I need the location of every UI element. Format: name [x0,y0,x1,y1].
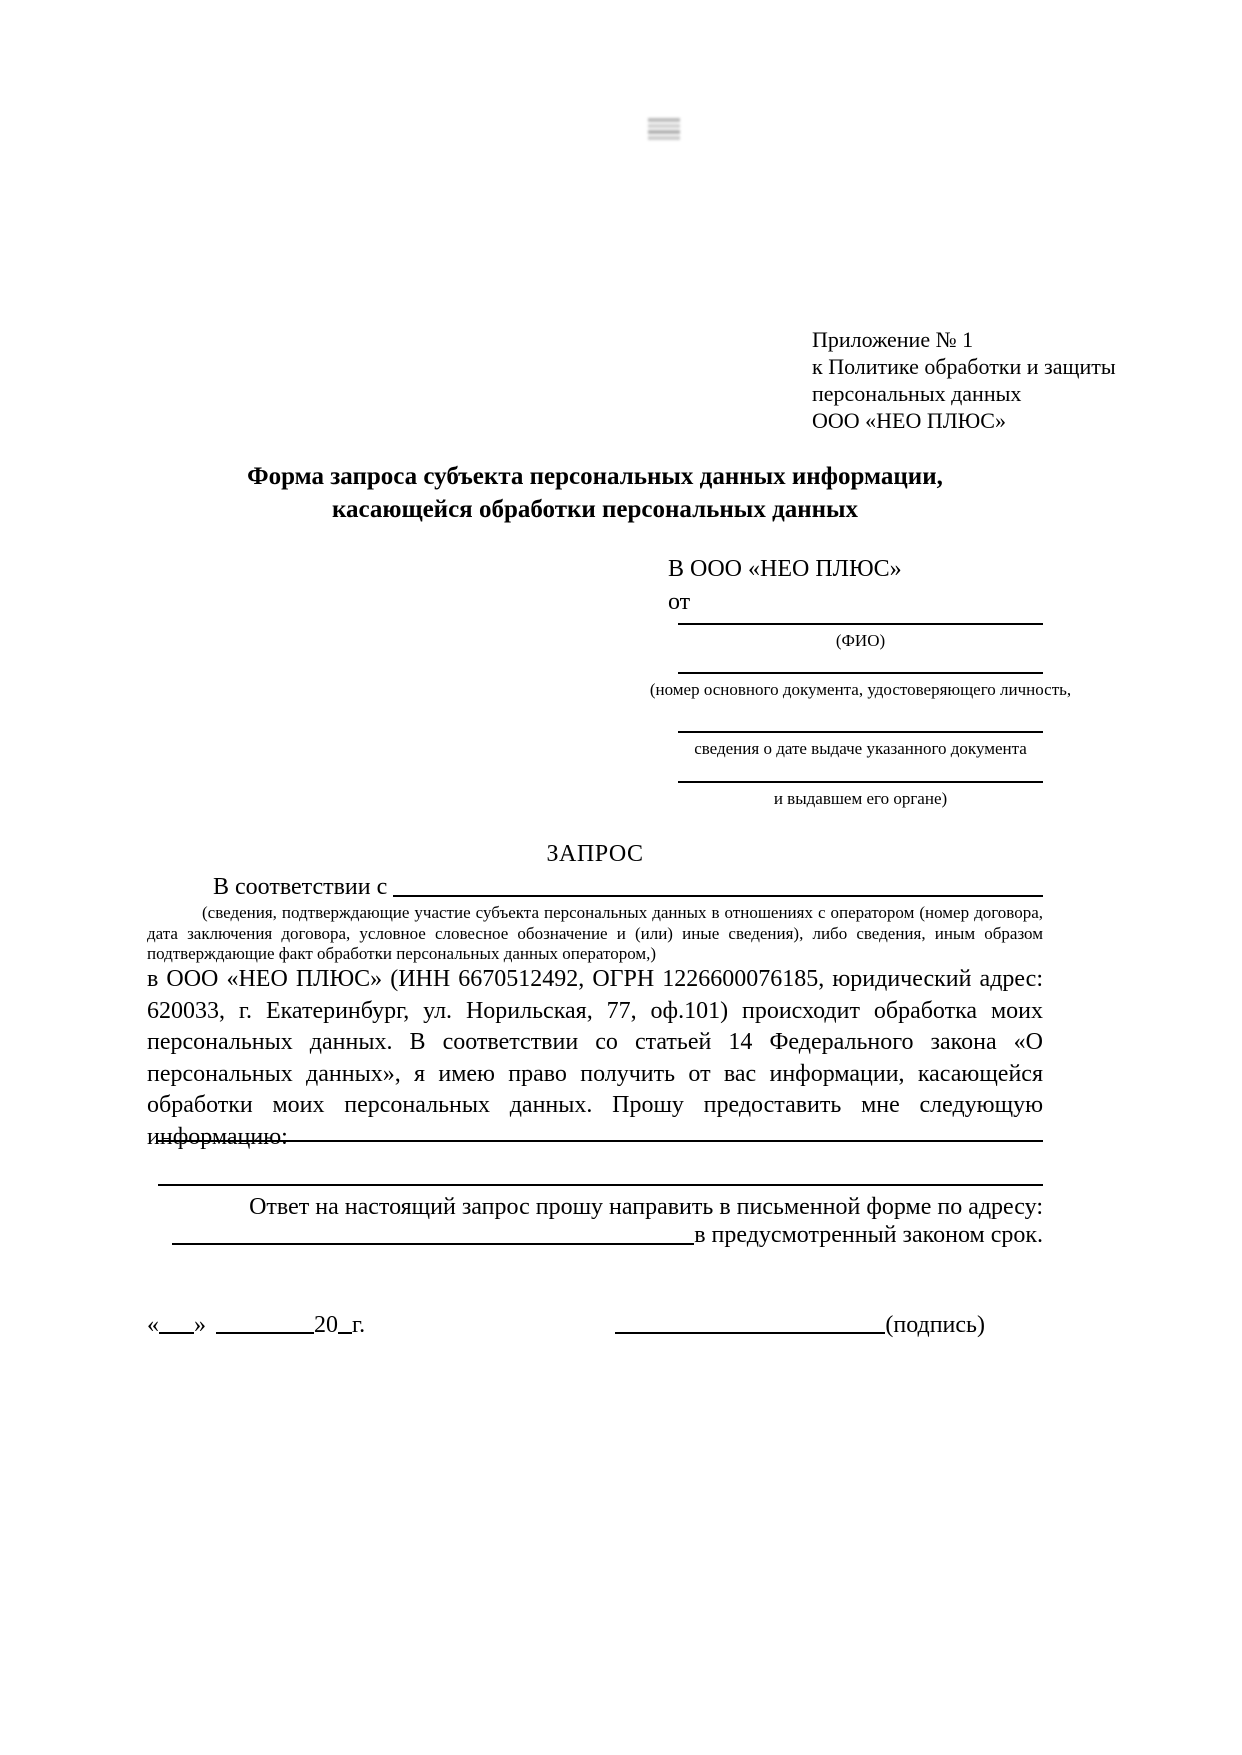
signature-label: (подпись) [885,1312,985,1338]
appendix-block [812,326,1116,434]
issue-date-blank-line [678,731,1043,733]
year-blank-line [338,1332,352,1334]
stamp-bar [648,136,680,140]
request-intro-row [147,874,1043,901]
basis-blank-line [393,895,1043,897]
response-deadline-text: в предусмотренный законом срок. [694,1222,1043,1248]
issue-date-field-label: сведения о дате выдаче указанного документа [694,739,1027,758]
addressee-to: В ООО «НЕО ПЛЮС» [668,556,902,582]
signature-row [147,1312,985,1339]
appendix-line: к Политике обработки и защиты [812,354,1116,379]
information-blank-line-1 [158,1140,1043,1142]
document-number-blank-line [678,672,1043,674]
stamp-bar [648,130,680,134]
appendix-line: Приложение № 1 [812,327,974,352]
addressee-block [668,553,902,619]
response-address-sentence: Ответ на настоящий запрос прошу направить в письменной форме по адресу: [249,1194,1043,1220]
document-number-field [649,672,1072,700]
day-blank-line [159,1332,194,1334]
issue-date-field [678,731,1043,759]
blurred-stamp-icon [648,118,680,142]
month-blank-line [216,1332,314,1334]
stamp-bar [648,118,680,122]
request-heading: ЗАПРОС [546,841,644,867]
appendix-line: персональных данных [812,381,1022,406]
fio-field-label: (ФИО) [835,631,886,650]
address-blank-line [172,1243,694,1245]
year-suffix: г. [352,1312,366,1338]
document-number-field-label: (номер основного документа, удостоверяющего личность, [649,680,1072,699]
page-title-line-2: касающейся обработки персональных данных [331,496,859,523]
fio-field [678,623,1043,651]
page-title [147,460,1043,526]
addressee-from-label: от [668,589,691,615]
issuing-authority-field-label: и выдавшем его органе) [773,789,948,808]
stamp-bar [648,124,680,128]
year-prefix: 20 [314,1312,338,1338]
fio-blank-line [678,623,1043,625]
page-title-line-1: Форма запроса субъекта персональных данных информации, [247,463,943,490]
date-quote-open: « [147,1312,159,1338]
date-quote-close: » [194,1312,206,1338]
response-address-row [172,1222,1043,1249]
request-footnote: (сведения, подтверждающие участие субъекта персональных данных в отношениях с оператором (номер договора, дата заключения договора, условное словесное обозначение и (или) иные сведения), либо сведения, иным образом подтверждающие факт обработки персональных данных оператором,) [147,903,1043,963]
issuing-authority-blank-line [678,781,1043,783]
request-intro-label: В соответствии с [213,874,394,900]
issuing-authority-field [678,781,1043,809]
signature-field [615,1312,985,1339]
request-body-paragraph: в ООО «НЕО ПЛЮС» (ИНН 6670512492, ОГРН 1226600076185, юридический адрес: 620033, г. Екатеринбург, ул. Норильская, 77, оф.101) происходит обработка моих персональных данных. В соответствии со статьей 14 Федерального закона «О персональных данных», я имею право получить от вас информации, касающейся обработки моих персональных данных. Прошу предоставить мне следующую информацию: [147,966,1043,1150]
appendix-line: ООО «НЕО ПЛЮС» [812,408,1006,433]
information-blank-line-2 [158,1184,1043,1186]
date-field [147,1312,365,1339]
signature-blank-line [615,1332,885,1334]
